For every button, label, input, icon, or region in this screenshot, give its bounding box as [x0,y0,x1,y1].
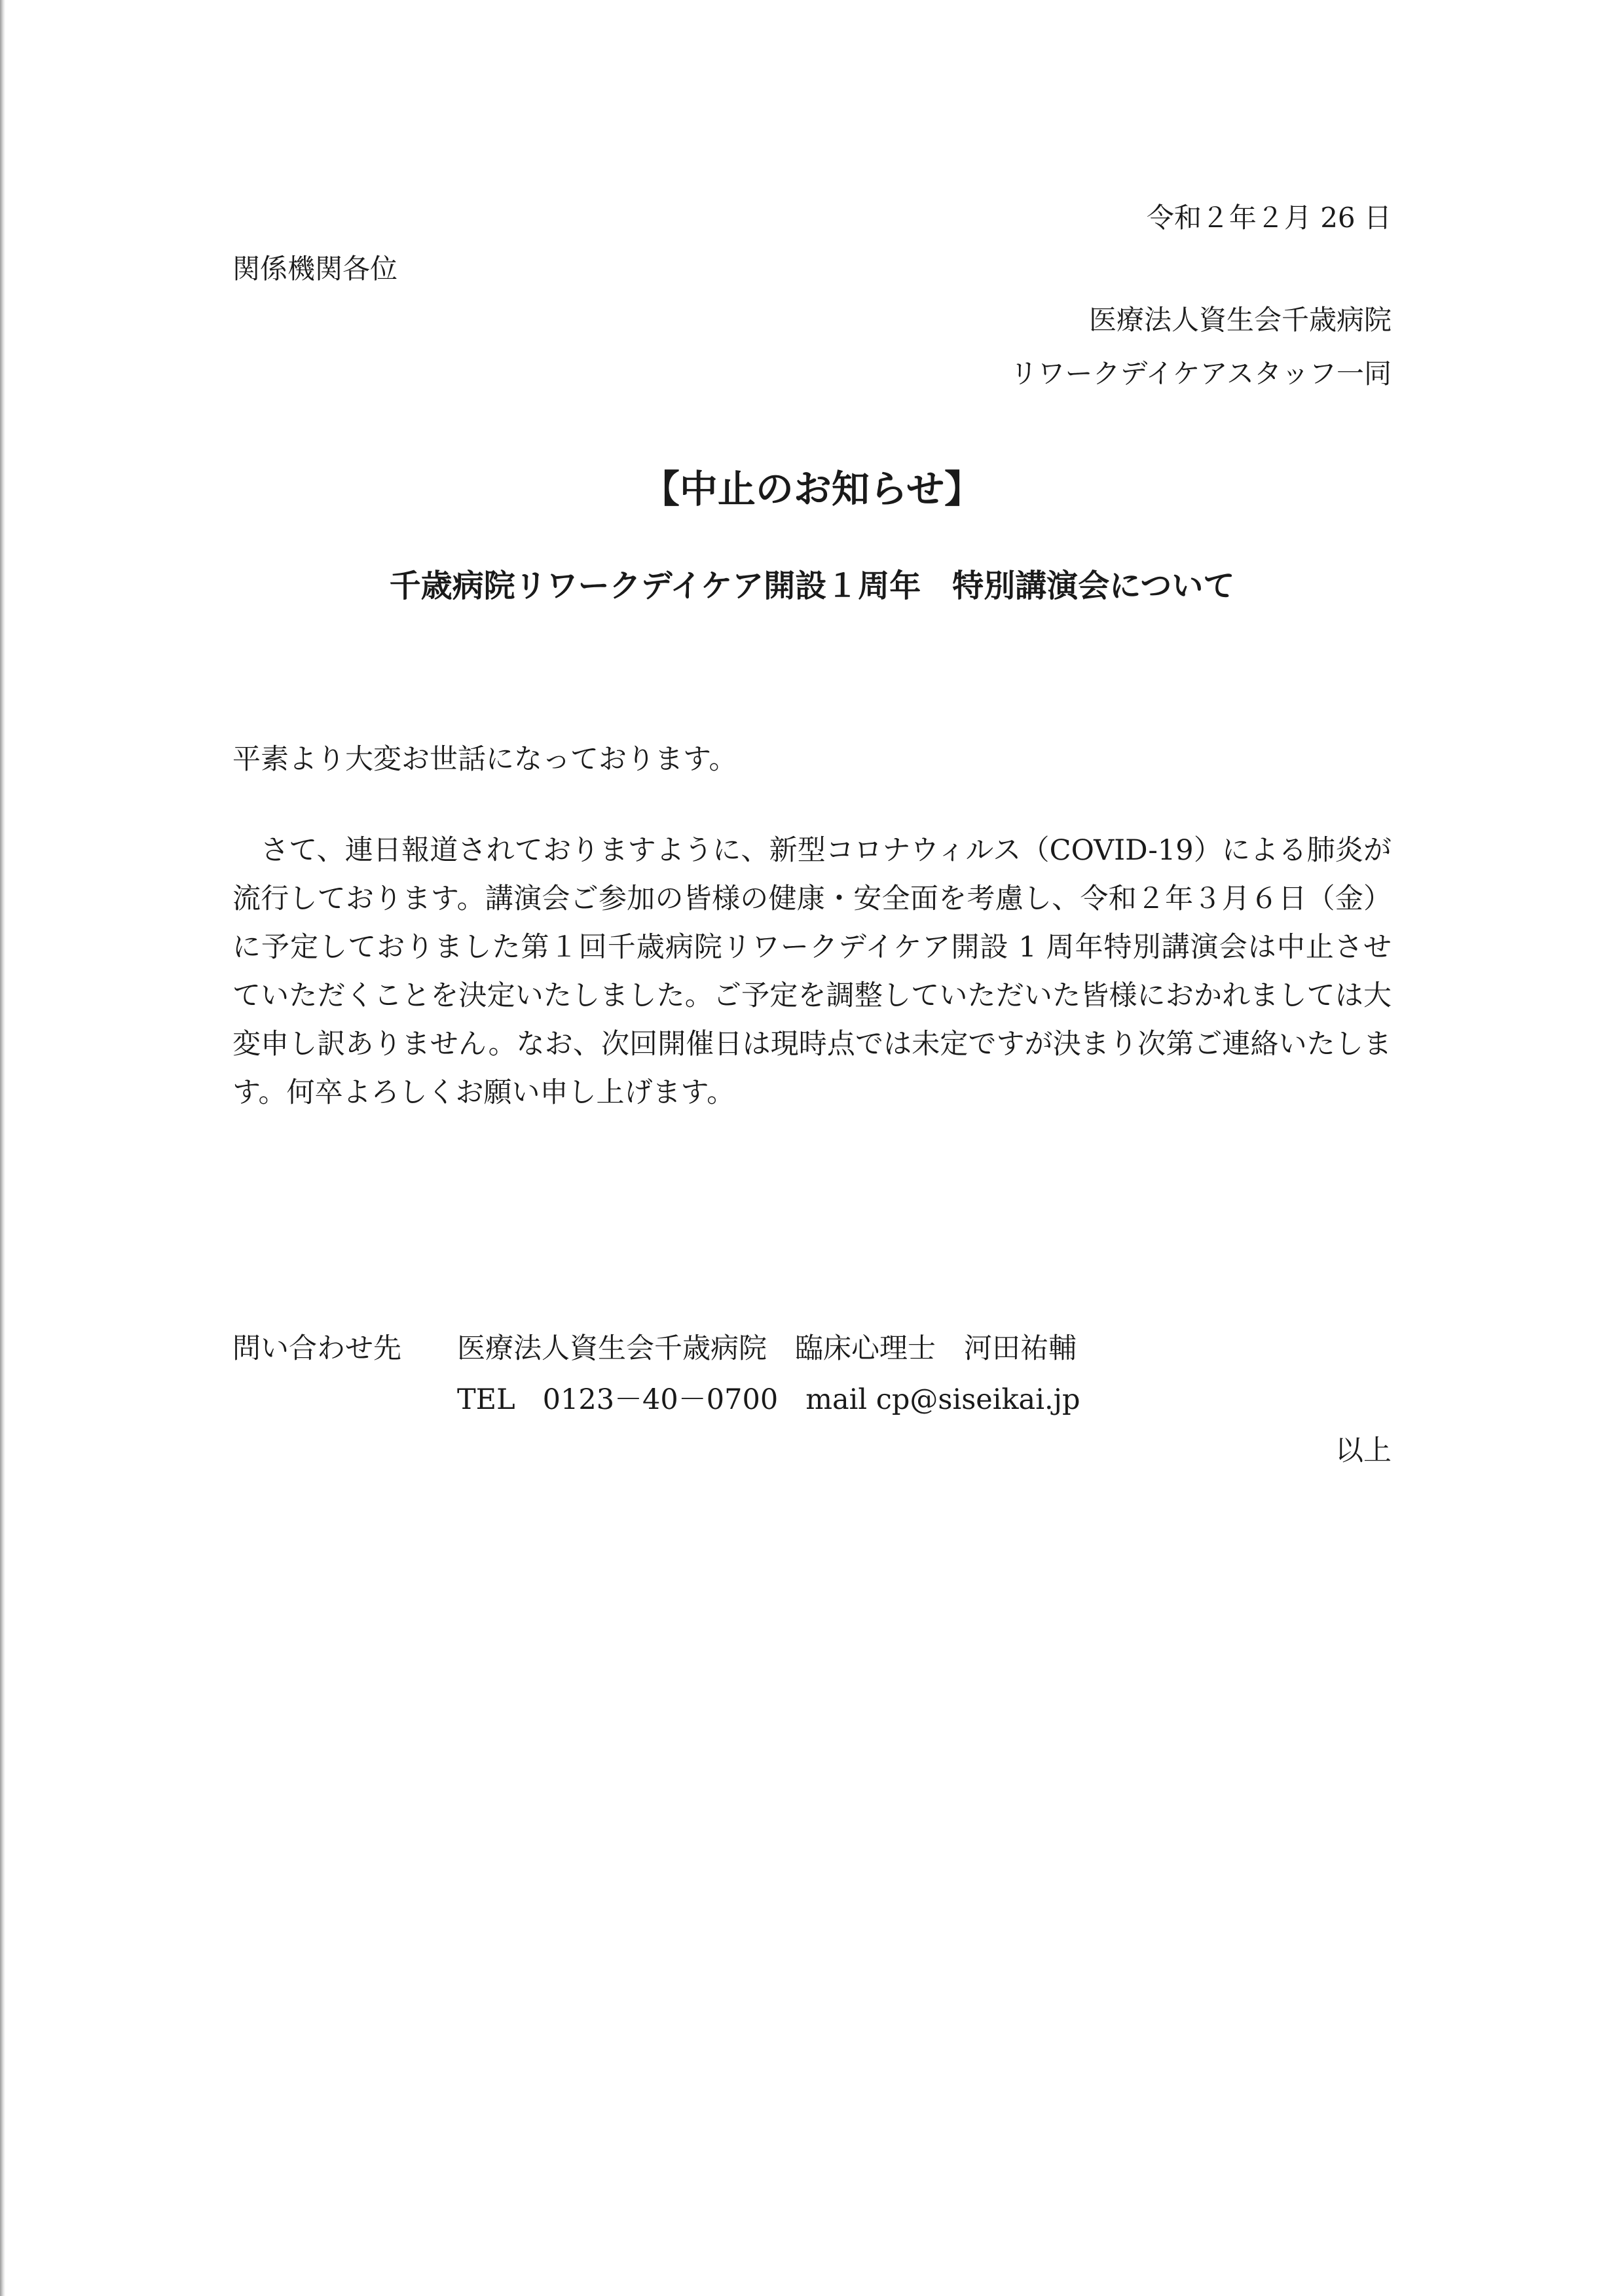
tel-label: TEL [457,1383,515,1416]
contact-details [457,1377,1107,1417]
body-paragraph: さて、連日報道されておりますように、新型コロナウィルス（COVID-19）による肺炎が流行しております。講演会ご参加の皆様の健康・安全面を考慮し、令和２年３月６日（金）に予定しておりました第１回千歳病院リワークデイケア開設 1 周年特別講演会は中止させていただくことを決定いたしました。ご予定を調整していただいた皆様におかれましては大変申し訳ありません。なお、次回開催日は現時点では未定ですが決まり次第ご連絡いたします。何卒よろしくお願い申し上げます。 [232,834,1392,1109]
recipient: 関係機関各位 [232,253,398,285]
notice-title: 【中止のお知らせ】 [641,467,983,511]
sender-staff: リワークデイケアスタッフ一同 [1010,357,1392,390]
greeting: 平素より大変お世話になっております。 [232,743,737,776]
sender-organization: 医療法人資生会千歳病院 [1088,304,1392,336]
notice-subtitle: 千歳病院リワークデイケア開設１周年 特別講演会について [389,568,1235,604]
contact-organization: 医療法人資生会千歳病院 臨床心理士 河田祐輔 [457,1332,1077,1365]
tel-number: 0123－40－0700 [542,1383,779,1416]
scan-page-edge [0,0,5,2296]
contact-label: 問い合わせ先 [232,1332,401,1365]
sender-block [1010,293,1392,401]
mail-address: mail cp@siseikai.jp [805,1383,1080,1416]
closing-mark: 以上 [1335,1434,1392,1467]
document-date: 令和２年２月 26 日 [1146,202,1392,234]
